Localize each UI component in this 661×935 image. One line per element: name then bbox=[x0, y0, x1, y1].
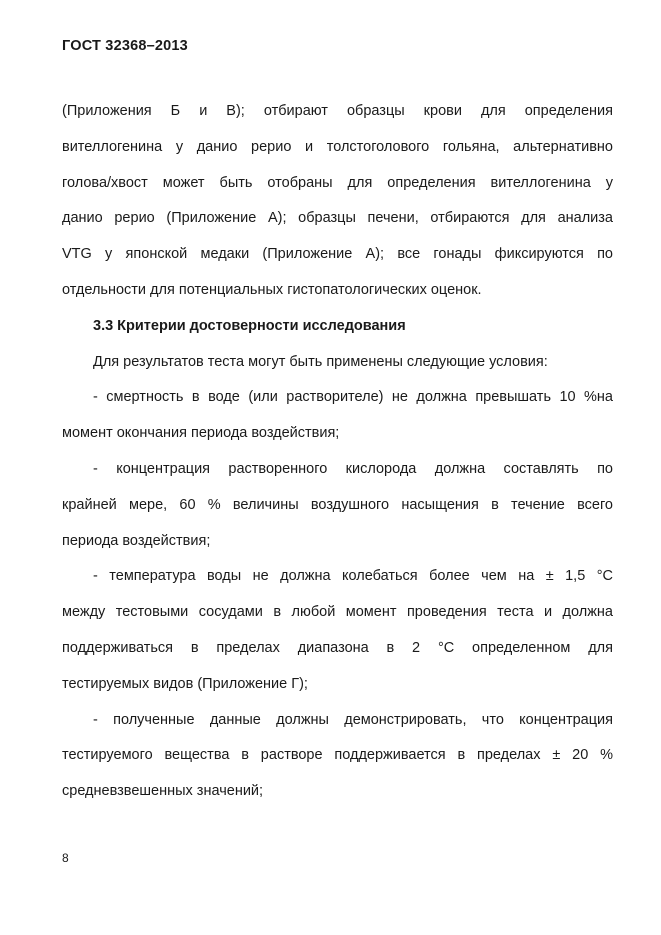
list-item-line: - концентрация растворенного кислорода должна составлять по bbox=[93, 460, 613, 477]
text-line: данио рерио (Приложение А); образцы печени, отбираются для анализа bbox=[62, 210, 613, 227]
section-heading: 3.3 Критерии достоверности исследования bbox=[93, 317, 406, 334]
text-line: отдельности для потенциальных гистопатологических оценок. bbox=[62, 281, 482, 298]
list-item-line: - температура воды не должна колебаться более чем на ± 1,5 °С bbox=[93, 568, 613, 585]
list-item-line: - смертность в воде (или растворителе) не должна превышать 10 %на bbox=[93, 389, 613, 406]
text-line: момент окончания периода воздействия; bbox=[62, 425, 340, 442]
text-line: VTG у японской медаки (Приложение А); все гонады фиксируются по bbox=[62, 246, 613, 263]
text-line: между тестовыми сосудами в любой момент проведения теста и должна bbox=[62, 604, 613, 621]
text-line: поддерживаться в пределах диапазона в 2 °С определенном для bbox=[62, 639, 613, 656]
list-item-line: - полученные данные должны демонстрировать, что концентрация bbox=[93, 711, 613, 728]
text-line: крайней мере, 60 % величины воздушного насыщения в течение всего bbox=[62, 496, 613, 513]
body-text bbox=[62, 94, 613, 810]
text-line: тестируемого вещества в растворе поддерживается в пределах ± 20 % bbox=[62, 747, 613, 764]
text-line: периода воздействия; bbox=[62, 532, 211, 549]
text-line: вителлогенина у данио рерио и толстоголового гольяна, альтернативно bbox=[62, 138, 613, 155]
text-line: Для результатов теста могут быть применены следующие условия: bbox=[93, 353, 548, 370]
text-line: (Приложения Б и В); отбирают образцы крови для определения bbox=[62, 103, 613, 119]
document-header: ГОСТ 32368–2013 bbox=[62, 38, 188, 54]
text-line: средневзвешенных значений; bbox=[62, 783, 264, 800]
page-number: 8 bbox=[62, 851, 69, 865]
text-line: голова/хвост может быть отобраны для определения вителлогенина у bbox=[62, 174, 613, 191]
text-line: тестируемых видов (Приложение Г); bbox=[62, 675, 308, 692]
